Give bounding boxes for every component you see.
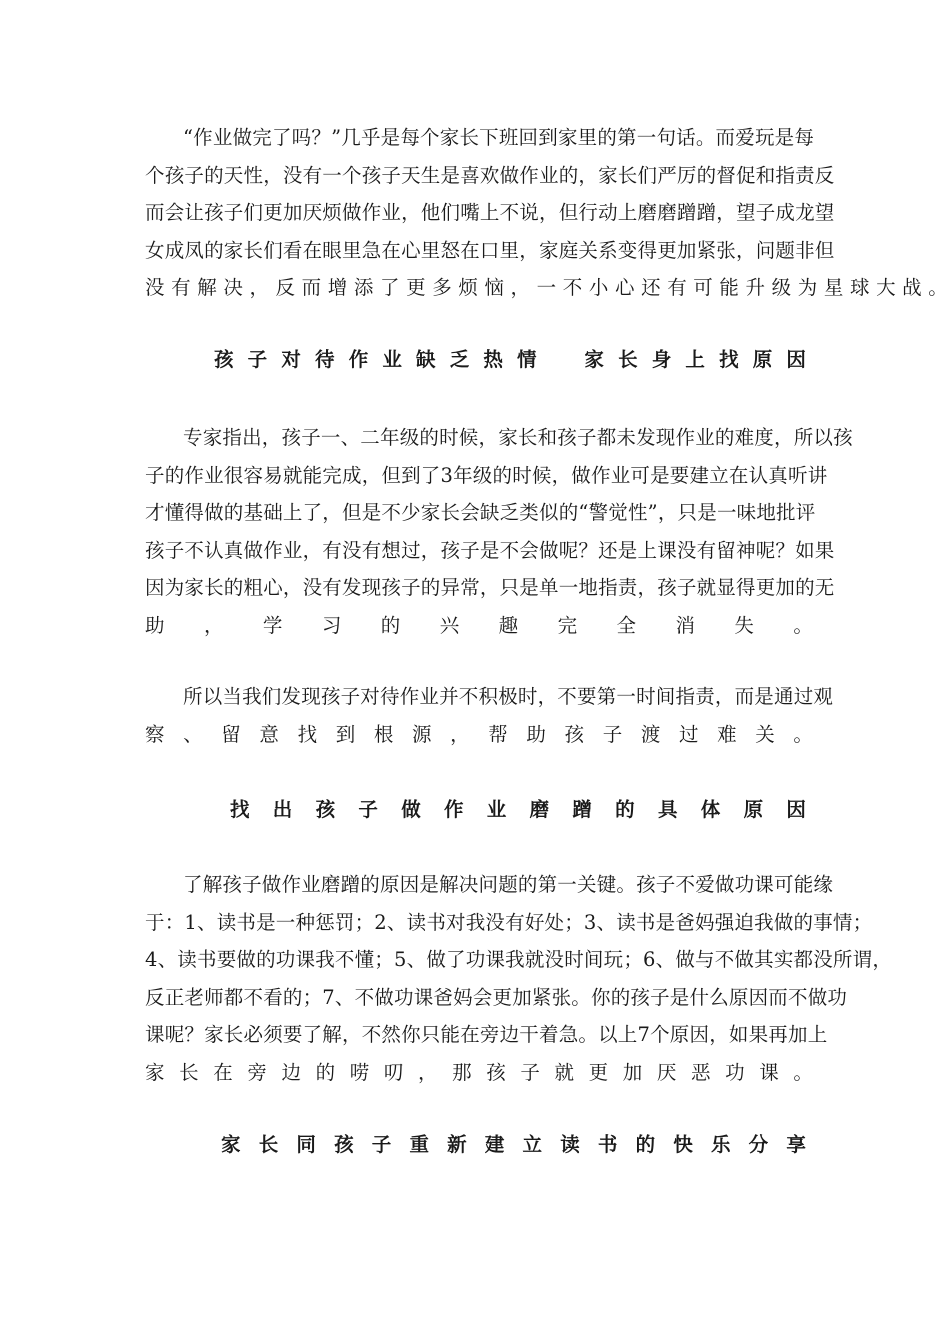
paragraph-line: 反正老师都不看的；7、不做功课爸妈会更加紧张。你的孩子是什么原因而不做功 <box>145 985 848 1009</box>
section-heading: 找 出 孩 子 做 作 业 磨 蹭 的 具 体 原 因 <box>230 798 806 821</box>
paragraph-line: 所以当我们发现孩子对待作业并不积极时，不要第一时间指责，而是通过观 <box>183 685 834 708</box>
paragraph-line: 女成凤的家长们看在眼里急在心里怒在口里，家庭关系变得更加紧张，问题非但 <box>145 238 835 262</box>
paragraph-line: 孩子不认真做作业，有没有想过，孩子是不会做呢？还是上课没有留神呢？如果 <box>145 538 835 562</box>
paragraph-line: 助 ， 学 习 的 兴 趣 完 全 消 失 。 <box>145 613 814 637</box>
paragraph-line: 专家指出，孩子一、二年级的时候，家长和孩子都未发现作业的难度，所以孩 <box>183 426 853 449</box>
paragraph-line: 家 长 在 旁 边 的 唠 叨 ， 那 孩 子 就 更 加 厌 恶 功 课 。 <box>145 1060 814 1084</box>
paragraph-advice <box>145 678 834 753</box>
paragraph-line: 了解孩子做作业磨蹭的原因是解决问题的第一关键。孩子不爱做功课可能缘 <box>183 873 834 896</box>
paragraph-expert <box>145 419 853 645</box>
paragraph-line: 而会让孩子们更加厌烦做作业，他们嘴上不说，但行动上磨磨蹭蹭，望子成龙望 <box>145 201 835 225</box>
section-heading: 孩 子 对 待 作 业 缺 乏 热 情 家 长 身 上 找 原 因 <box>214 348 806 371</box>
paragraph-line: 于：1、读书是一种惩罚；2、读书对我没有好处；3、读书是爸妈强迫我做的事情； <box>145 910 873 934</box>
paragraph-reasons <box>145 866 893 1092</box>
paragraph-line: 4、读书要做的功课我不懂；5、做了功课我就没时间玩；6、做与不做其实都没所谓， <box>145 948 893 972</box>
section-heading: 家 长 同 孩 子 重 新 建 立 读 书 的 快 乐 分 享 <box>221 1133 806 1156</box>
paragraph-line: 子的作业很容易就能完成，但到了3年级的时候，做作业可是要建立在认真听讲 <box>145 463 828 487</box>
paragraph-line: 察 、 留 意 找 到 根 源 ， 帮 助 孩 子 渡 过 难 关 。 <box>145 722 814 746</box>
paragraph-line: 个孩子的天性，没有一个孩子天生是喜欢做作业的，家长们严厉的督促和指责反 <box>145 163 835 187</box>
paragraph-line: 才懂得做的基础上了，但是不少家长会缺乏类似的“警觉性”，只是一味地批评 <box>145 501 816 525</box>
paragraph-line: 课呢？家长必须要了解，不然你只能在旁边干着急。以上7个原因，如果再加上 <box>145 1023 828 1047</box>
paragraph-intro <box>145 119 948 307</box>
paragraph-line: “作业做完了吗？”几乎是每个家长下班回到家里的第一句话。而爱玩是每 <box>183 126 815 149</box>
paragraph-line: 没 有 解 决 ， 反 而 增 添 了 更 多 烦 恼 ， 一 不 小 心 还 有 可 能 升 级 为 星 球 大 战 。 <box>145 276 948 300</box>
paragraph-line: 因为家长的粗心，没有发现孩子的异常，只是单一地指责，孩子就显得更加的无 <box>145 576 835 600</box>
